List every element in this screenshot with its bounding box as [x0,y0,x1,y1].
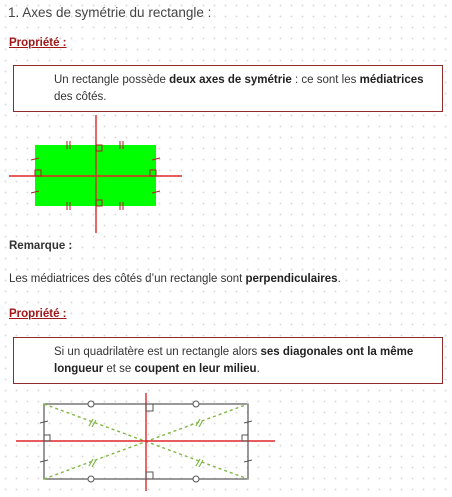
right-angle-marks-2 [44,404,248,479]
property-1-box [13,65,443,112]
green-rectangle [35,145,156,206]
property-2-text-part: et se [103,363,135,375]
property-2-bold-diagonales: ses diagonales ont la même longueur [54,346,414,375]
property-2-text-part: . [256,363,260,375]
property-2-label: Propriété : [9,308,67,320]
remark-label: Remarque : [9,240,73,252]
tick-marks [31,141,160,210]
diagonal-tick-marks [89,419,203,467]
diagonals [44,404,248,479]
property-1-text-part: Un rectangle possède [54,74,170,86]
property-2-text-part: Si un quadrilatère est un rectangle alors [54,346,261,358]
remark-text-part: Les médiatrices des côtés d’un rectangle sont [9,273,246,285]
property-2-box [13,337,443,384]
property-1-text-part: : ce sont les [291,74,360,86]
section-title: 1. Axes de symétrie du rectangle : [8,5,212,20]
circle-marks [88,401,199,482]
property-2-text [14,338,442,378]
side-tick-marks [40,421,252,462]
right-angle-marks [35,145,156,206]
remark-text [9,273,341,285]
property-1-bold-mediatrices: médiatrices [359,74,424,86]
property-1-text [14,66,442,106]
property-1-label: Propriété : [9,37,67,49]
property-1-bold-axes: deux axes de symétrie [169,74,292,86]
outline-rectangle [44,404,248,479]
remark-bold-perpendiculaires: perpendiculaires [245,273,338,285]
remark-text-part: . [337,273,341,285]
property-1-text-part: des côtés. [54,91,107,103]
property-2-bold-milieu: coupent en leur milieu [134,363,257,375]
